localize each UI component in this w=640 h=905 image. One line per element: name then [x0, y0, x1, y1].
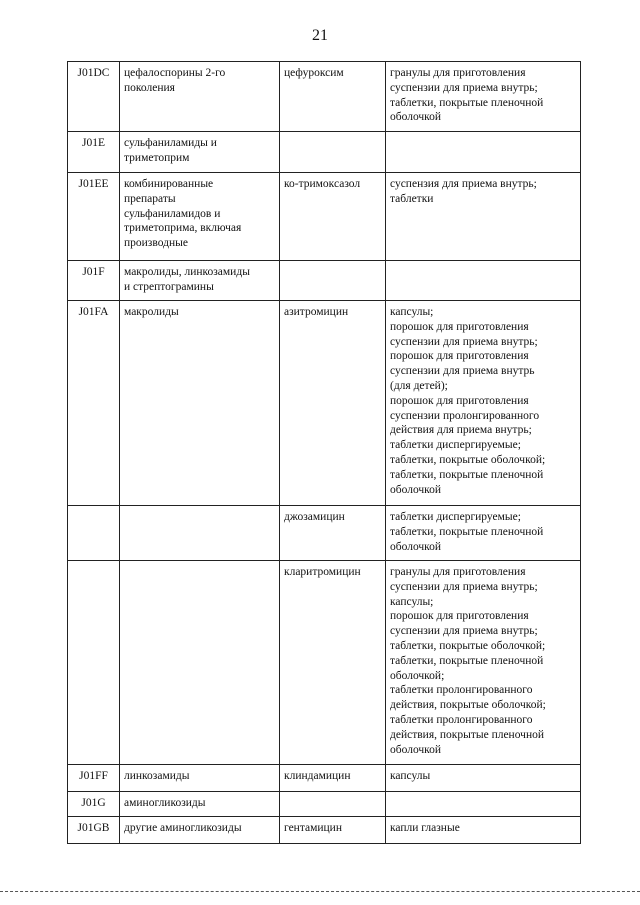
atc-code-cell: J01EE — [68, 173, 120, 261]
drug-name-cell — [280, 792, 386, 817]
group-name-cell: макролиды, линкозамиды и стрептограмины — [120, 261, 280, 301]
table-row — [68, 62, 581, 132]
group-name-cell — [120, 506, 280, 561]
table-row — [68, 132, 581, 173]
dosage-form-cell — [386, 132, 581, 173]
dosage-form-cell: капсулы; порошок для приготовления суспензии для приема внутрь; порошок для приготовления суспензии для приема внутрь (для детей); порошок для приготовления суспензии пролонгированного действия для приема внутрь; таблетки диспергируемые; таблетки, покрытые оболочкой; таблетки, покрытые пленочной оболочкой — [386, 301, 581, 506]
table-row — [68, 301, 581, 506]
dosage-form-cell — [386, 261, 581, 301]
group-name-cell — [120, 561, 280, 765]
page-number: 21 — [312, 27, 328, 44]
dosage-form-cell: капсулы — [386, 765, 581, 792]
atc-code-cell: J01FA — [68, 301, 120, 506]
atc-code-cell: J01F — [68, 261, 120, 301]
atc-code-cell: J01G — [68, 792, 120, 817]
dosage-form-cell: суспензия для приема внутрь; таблетки — [386, 173, 581, 261]
group-name-cell: другие аминогликозиды — [120, 817, 280, 844]
dosage-form-cell: гранулы для приготовления суспензии для приема внутрь; таблетки, покрытые пленочной оболочкой — [386, 62, 581, 132]
drug-name-cell: ко-тримоксазол — [280, 173, 386, 261]
atc-code-cell — [68, 506, 120, 561]
atc-drug-table — [67, 61, 581, 844]
atc-code-cell: J01E — [68, 132, 120, 173]
drug-name-cell: гентамицин — [280, 817, 386, 844]
dosage-form-cell: капли глазные — [386, 817, 581, 844]
table-row — [68, 506, 581, 561]
page-bottom-divider — [0, 891, 640, 892]
table-row — [68, 561, 581, 765]
drug-name-cell — [280, 132, 386, 173]
group-name-cell: цефалоспорины 2-го поколения — [120, 62, 280, 132]
group-name-cell: макролиды — [120, 301, 280, 506]
drug-name-cell — [280, 261, 386, 301]
dosage-form-cell — [386, 792, 581, 817]
drug-name-cell: цефуроксим — [280, 62, 386, 132]
drug-name-cell: джозамицин — [280, 506, 386, 561]
drug-name-cell: клиндамицин — [280, 765, 386, 792]
group-name-cell: аминогликозиды — [120, 792, 280, 817]
dosage-form-cell: гранулы для приготовления суспензии для приема внутрь; капсулы; порошок для приготовления суспензии для приема внутрь; таблетки, покрытые оболочкой; таблетки, покрытые пленочной оболочкой; таблетки пролонгированного действия, покрытые оболочкой; таблетки пролонгированного действия, покрытые пленочной оболочкой — [386, 561, 581, 765]
group-name-cell: линкозамиды — [120, 765, 280, 792]
dosage-form-cell: таблетки диспергируемые; таблетки, покрытые пленочной оболочкой — [386, 506, 581, 561]
atc-code-cell — [68, 561, 120, 765]
drug-name-cell: кларитромицин — [280, 561, 386, 765]
atc-code-cell: J01DC — [68, 62, 120, 132]
atc-code-cell: J01GB — [68, 817, 120, 844]
atc-code-cell: J01FF — [68, 765, 120, 792]
table-row — [68, 261, 581, 301]
table-row — [68, 173, 581, 261]
group-name-cell: комбинированные препараты сульфаниламидов и триметоприма, включая производные — [120, 173, 280, 261]
drug-name-cell: азитромицин — [280, 301, 386, 506]
table-row — [68, 765, 581, 792]
group-name-cell: сульфаниламиды и триметоприм — [120, 132, 280, 173]
table-row — [68, 817, 581, 844]
table-row — [68, 792, 581, 817]
